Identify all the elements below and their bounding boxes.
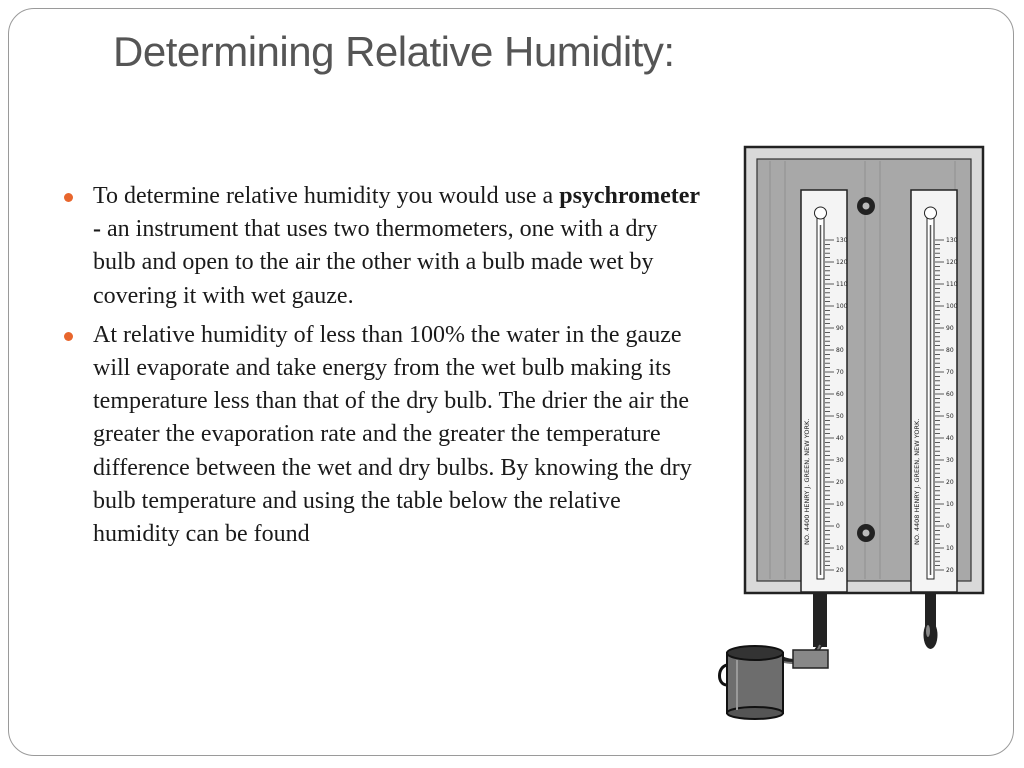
dry-bulb-thermometer [911,190,958,649]
scale-label: 60 [836,391,844,398]
scale-label: 10 [836,501,844,508]
scale-label: 40 [836,435,844,442]
scale-label: 130 [836,237,848,244]
bullet-item-evaporation [62,319,702,551]
scale-label: 100 [836,303,848,310]
bullet-text-intro: To determine relative humidity you would use a [93,183,560,209]
scale-label: 0 [836,523,840,530]
scale-label: 80 [836,347,844,354]
scale-label: 60 [946,391,954,398]
scale-label: 70 [946,369,954,376]
scale-label: 90 [946,325,954,332]
left-maker-label: NO. 4400 HENRY J. GREEN, NEW YORK. [803,418,811,545]
bullet-text-evaporation: At relative humidity of less than 100% the water in the gauze will evaporate and take energy from the wet bulb making its temperature less than that of the dry bulb. The drier the air the greater the evaporation rate and the greater the temperature difference between the wet and dry bulbs. By knowing the dry bulb temperature and using the table below the relative humidity can be found [93,321,692,548]
scale-label: 20 [836,567,844,574]
scale-label: 90 [836,325,844,332]
scale-label: 10 [836,545,844,552]
psychrometer-illustration [715,145,985,720]
scale-label: 50 [836,413,844,420]
right-maker-label: NO. 4408 HENRY J. GREEN, NEW YORK. [913,418,921,545]
scale-label: 20 [946,479,954,486]
scale-label: 10 [946,545,954,552]
scale-label: 30 [836,457,844,464]
scale-label: 70 [836,369,844,376]
scale-label: 120 [946,259,958,266]
bullet-list [62,180,702,557]
scale-label: 30 [946,457,954,464]
scale-label: 120 [836,259,848,266]
scale-label: 100 [946,303,958,310]
scale-label: 10 [946,501,954,508]
scale-label: 50 [946,413,954,420]
bullet-text-definition: an instrument that uses two thermometers, one with a dry bulb and open to the air the other with a bulb made wet by covering it with wet gauze. [93,216,658,309]
scale-label: 40 [946,435,954,442]
bullet-dot-icon [64,193,73,202]
scale-label: 80 [946,347,954,354]
water-cup [720,646,784,719]
scale-label: 110 [836,281,848,288]
slide-title: Determining Relative Humidity: [113,28,675,75]
bullet-item-psychrometer [62,180,702,313]
bullet-term-psychrometer: psychrometer - [93,183,700,243]
scale-label: 20 [836,479,844,486]
bullet-dot-icon [64,332,73,341]
scale-label: 130 [946,237,958,244]
scale-label: 0 [946,523,950,530]
scale-label: 110 [946,281,958,288]
scale-label: 20 [946,567,954,574]
